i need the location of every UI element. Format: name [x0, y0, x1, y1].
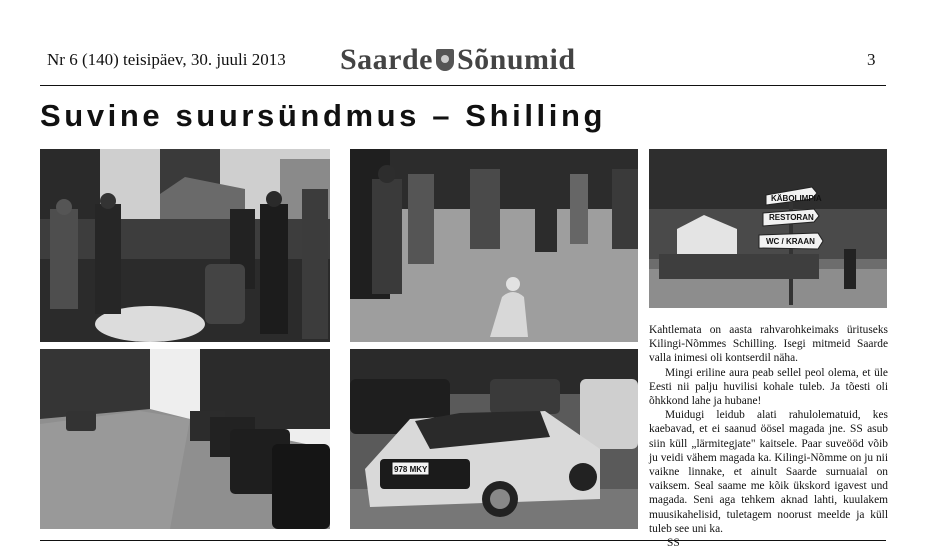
- photo-crowd-lawn: [40, 149, 330, 342]
- sign-restoran: RESTORAN: [769, 213, 814, 222]
- article-paragraph: Kahtlemata on aasta rahvarohkeimaks ürituseks Kilingi-Nõmmes Schilling. Isegi mitmeid Saarde valla inimesi oli kontserdil näha.: [649, 324, 888, 365]
- article-headline: Suvine suursündmus – Shilling: [40, 98, 607, 133]
- sign-wc-kraan: WC / KRAAN: [766, 237, 815, 246]
- sign-kabolimpia: KÄBOLIMPIA: [771, 194, 822, 203]
- masthead-left: Saarde: [340, 43, 433, 76]
- photo-festival-path: [350, 149, 638, 342]
- photo-signpost-park: [649, 149, 887, 308]
- photo-street-parked-cars: [40, 349, 330, 529]
- masthead-right: Sõnumid: [457, 43, 576, 76]
- issue-info: Nr 6 (140) teisipäev, 30. juuli 2013: [47, 50, 286, 69]
- license-plate: 978 MKY: [394, 465, 428, 474]
- article-body: [649, 323, 888, 550]
- footer-divider: [40, 540, 886, 541]
- newspaper-masthead: [340, 40, 588, 80]
- page-number: 3: [867, 50, 876, 69]
- coat-of-arms-icon: [436, 49, 454, 71]
- header-divider: [40, 85, 886, 86]
- article-signature: SS: [667, 537, 680, 550]
- photo-sports-car: [350, 349, 638, 529]
- article-paragraph: Muidugi leidub alati rahulolematuid, kes kaebavad, et ei saanud öösel magada jne. SS asub siin küll „lärmitegjate" kaitsele. Paar suveööd võib ju veidi vähem magada ka. Kilingi-Nõmme on ju nii vaikne linnake, et ainult Saarde surnuaial on vaiksem. Seal saame me kõik ükskord igavest und magada. Seni aga tehkem aknad lahti, kuulakem muusikahelisid, tuletagem noorust meelde ja küll tuleb see uni ka.: [649, 409, 888, 535]
- article-paragraph: Mingi eriline aura peab sellel peol olema, et üle Eesti nii palju huvilisi kohale tuleb. Ja tõesti oli õhkkond lahe ja hubane!: [649, 366, 888, 408]
